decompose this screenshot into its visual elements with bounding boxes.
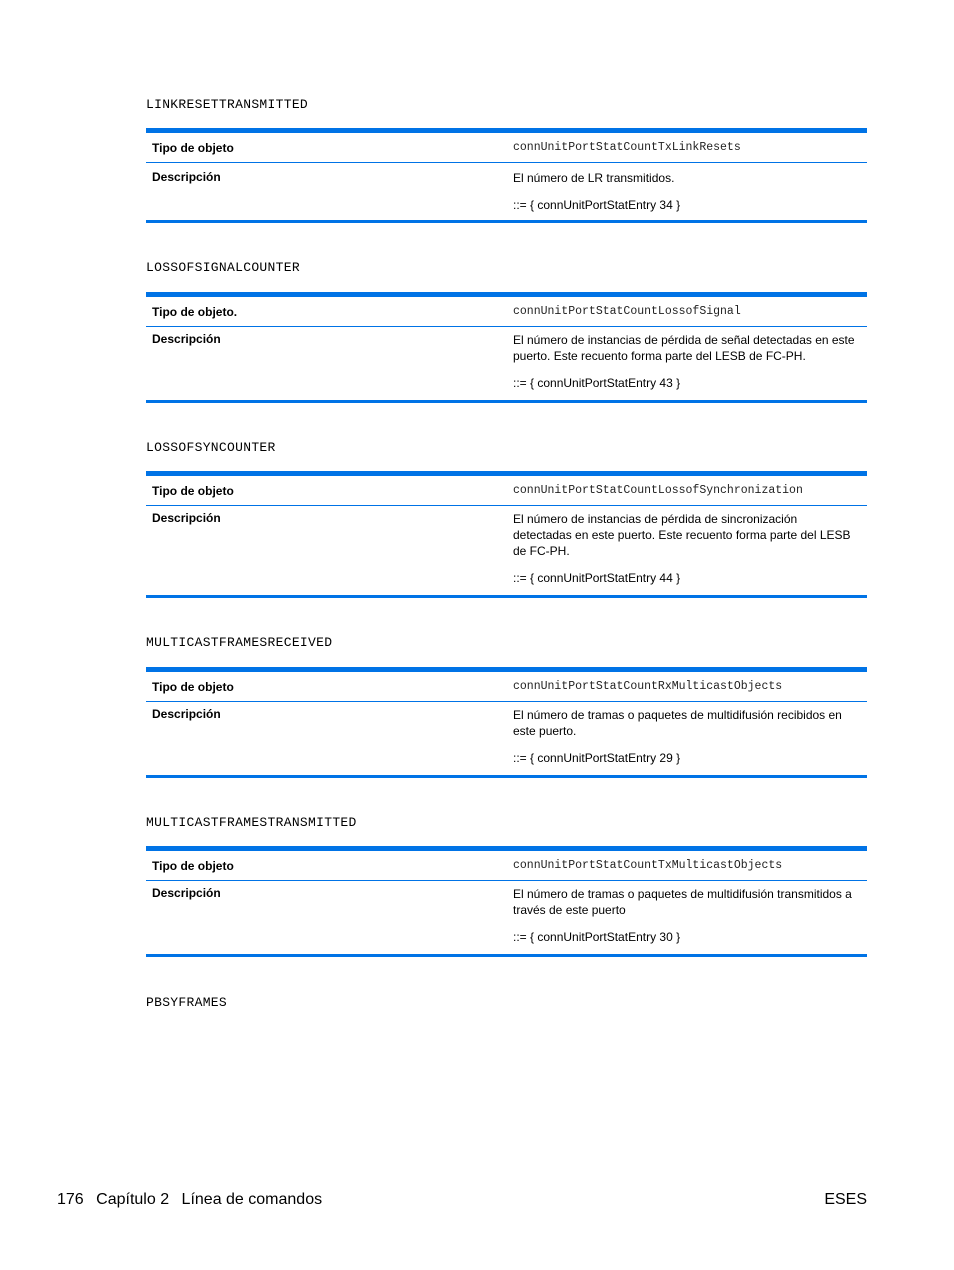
- desc-text: El número de tramas o paquetes de multidifusión recibidos en este puerto.: [513, 708, 842, 738]
- section-heading: LOSSOFSYNCOUNTER: [146, 440, 276, 455]
- desc-text: El número de tramas o paquetes de multidifusión transmitidos a través de este puerto: [513, 887, 852, 917]
- object-table: [146, 667, 867, 778]
- desc-label: Descripción: [152, 511, 221, 525]
- type-label: Tipo de objeto: [152, 140, 234, 155]
- desc-label: Descripción: [152, 332, 221, 346]
- language-code: ESES: [824, 1191, 867, 1208]
- type-label: Tipo de objeto.: [152, 304, 238, 319]
- table-row: [146, 881, 867, 954]
- section-heading: MULTICASTFRAMESTRANSMITTED: [146, 815, 357, 830]
- type-value: connUnitPortStatCountRxMulticastObjects: [513, 680, 783, 693]
- object-table: [146, 128, 867, 223]
- table-row: [146, 133, 867, 163]
- type-label: Tipo de objeto: [152, 483, 234, 498]
- section-multicastframestransmitted: [146, 815, 867, 944]
- table-row: [146, 163, 867, 220]
- section-pbsyframes: [146, 995, 867, 1011]
- type-value: connUnitPortStatCountTxLinkResets: [513, 141, 741, 154]
- table-row: [146, 851, 867, 881]
- type-label: Tipo de objeto: [152, 679, 234, 694]
- desc-text: El número de instancias de pérdida de sincronización detectadas en este puerto. Este recuento forma parte del LESB de FC-PH.: [513, 512, 851, 558]
- section-lossofsyncounter: [146, 440, 867, 585]
- table-row: [146, 297, 867, 327]
- desc-label: Descripción: [152, 707, 221, 721]
- object-table: [146, 292, 867, 403]
- table-row: [146, 672, 867, 702]
- section-heading: LINKRESETTRANSMITTED: [146, 97, 309, 112]
- entry-value: ::= { connUnitPortStatEntry 44 }: [513, 571, 681, 585]
- desc-label: Descripción: [152, 170, 221, 184]
- entry-value: ::= { connUnitPortStatEntry 29 }: [513, 751, 681, 765]
- table-row: [146, 506, 867, 595]
- table-row: [146, 476, 867, 506]
- entry-value: ::= { connUnitPortStatEntry 30 }: [513, 930, 681, 944]
- type-label: Tipo de objeto: [152, 858, 234, 873]
- chapter-label: Capítulo 2: [96, 1191, 170, 1208]
- page-footer: [57, 1191, 867, 1209]
- desc-text: El número de LR transmitidos.: [513, 171, 675, 185]
- object-table: [146, 846, 867, 957]
- entry-value: ::= { connUnitPortStatEntry 34 }: [513, 198, 681, 212]
- section-heading: PBSYFRAMES: [146, 995, 228, 1010]
- footer-left: [57, 1191, 330, 1209]
- chapter-title: Línea de comandos: [181, 1191, 323, 1208]
- table-row: [146, 327, 867, 400]
- section-linkresettransmitted: [146, 97, 867, 212]
- type-value: connUnitPortStatCountLossofSynchronization: [513, 484, 803, 497]
- type-value: connUnitPortStatCountLossofSignal: [513, 305, 741, 318]
- table-row: [146, 702, 867, 775]
- section-lossofsignalcounter: [146, 260, 867, 390]
- type-value: connUnitPortStatCountTxMulticastObjects: [513, 859, 783, 872]
- desc-text: El número de instancias de pérdida de señal detectadas en este puerto. Este recuento forma parte del LESB de FC-PH.: [513, 333, 855, 363]
- section-multicastframesreceived: [146, 635, 867, 765]
- entry-value: ::= { connUnitPortStatEntry 43 }: [513, 376, 681, 390]
- section-heading: LOSSOFSIGNALCOUNTER: [146, 260, 300, 275]
- object-table: [146, 471, 867, 598]
- page-number: 176: [57, 1191, 84, 1208]
- desc-label: Descripción: [152, 886, 221, 900]
- section-heading: MULTICASTFRAMESRECEIVED: [146, 635, 333, 650]
